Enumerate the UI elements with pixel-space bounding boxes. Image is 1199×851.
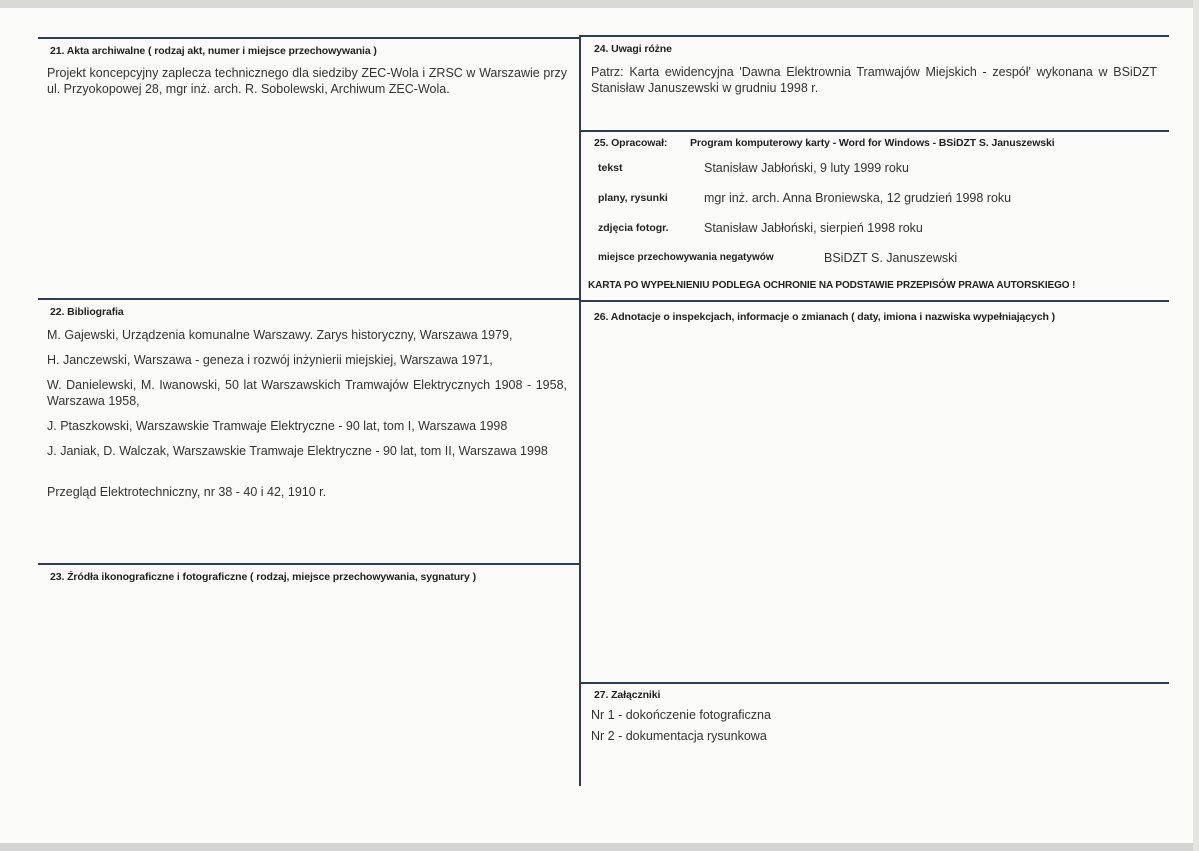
scan-edge-bottom xyxy=(0,843,1199,851)
bibliography-item: H. Janczewski, Warszawa - geneza i rozwój inżynierii miejskiej, Warszawa 1971, xyxy=(47,353,493,367)
rule-s23-top xyxy=(38,563,580,565)
rule-s27-top xyxy=(580,682,1169,684)
s22-heading: 22. Bibliografia xyxy=(50,306,124,318)
s25-label-text: tekst xyxy=(598,162,623,174)
s25-program: Program komputerowy karty - Word for Windows - BSiDZT S. Januszewski xyxy=(690,137,1055,149)
s23-heading: 23. Źródła ikonograficzne i fotograficzne ( rodzaj, miejsce przechowywania, sygnatury ) xyxy=(50,571,476,583)
s21-text: Projekt koncepcyjny zaplecza technicznego dla siedziby ZEC-Wola i ZRSC w Warszawie przy ul. Przyokopowej 28, mgr inż. arch. R. Sobolewski, Archiwum ZEC-Wola. xyxy=(47,66,567,96)
s25-value-plans: mgr inż. arch. Anna Broniewska, 12 grudzień 1998 roku xyxy=(704,191,1012,205)
bibliography-item: J. Janiak, D. Walczak, Warszawskie Tramwaje Elektryczne - 90 lat, tom II, Warszawa 1998 xyxy=(47,444,548,458)
bibliography-item: M. Gajewski, Urządzenia komunalne Warszawy. Zarys historyczny, Warszawa 1979, xyxy=(47,328,513,342)
rule-top-left xyxy=(38,37,580,39)
column-divider xyxy=(579,35,581,786)
attachment-item: Nr 2 - dokumentacja rysunkowa xyxy=(591,729,767,743)
bibliography-item: J. Ptaszkowski, Warszawskie Tramwaje Elektryczne - 90 lat, tom I, Warszawa 1998 xyxy=(47,419,508,433)
rule-top-right xyxy=(580,35,1169,37)
scan-edge-right xyxy=(1193,0,1199,851)
bibliography-item: W. Danielewski, M. Iwanowski, 50 lat Warszawskich Tramwajów Elektrycznych 1908 - 1958, Warszawa 1958, xyxy=(47,378,567,408)
s21-heading: 21. Akta archiwalne ( rodzaj akt, numer i miejsce przechowywania ) xyxy=(50,45,377,57)
s24-text: Patrz: Karta ewidencyjna 'Dawna Elektrownia Tramwajów Miejskich - zespół' wykonana w BSiDZT Stanisław Januszewski w grudniu 1998 r. xyxy=(591,65,1157,95)
rule-s22-top xyxy=(38,298,580,300)
scan-edge-top xyxy=(0,0,1199,8)
s25-label-negatives: miejsce przechowywania negatywów xyxy=(598,252,774,263)
bibliography-item: Przegląd Elektrotechniczny, nr 38 - 40 i 42, 1910 r. xyxy=(47,485,327,499)
attachment-item: Nr 1 - dokończenie fotograficzna xyxy=(591,708,771,722)
s25-label-plans: plany, rysunki xyxy=(598,192,668,204)
s25-heading: 25. Opracował: xyxy=(594,137,668,149)
s24-heading: 24. Uwagi różne xyxy=(594,43,672,55)
s25-label-photos: zdjęcia fotogr. xyxy=(598,222,669,234)
s25-value-text: Stanisław Jabłoński, 9 luty 1999 roku xyxy=(704,161,909,175)
s25-value-negatives: BSiDZT S. Januszewski xyxy=(824,251,958,265)
s26-heading: 26. Adnotacje o inspekcjach, informacje o zmianach ( daty, imiona i nazwiska wypełniających ) xyxy=(594,311,1056,323)
rule-s25-top xyxy=(580,130,1169,132)
s25-value-photos: Stanisław Jabłoński, sierpień 1998 roku xyxy=(704,221,923,235)
rule-s26-top xyxy=(580,300,1169,302)
s27-heading: 27. Załączniki xyxy=(594,689,661,701)
copyright-notice: KARTA PO WYPEŁNIENIU PODLEGA OCHRONIE NA PODSTAWIE PRZEPISÓW PRAWA AUTORSKIEGO ! xyxy=(588,280,1076,291)
